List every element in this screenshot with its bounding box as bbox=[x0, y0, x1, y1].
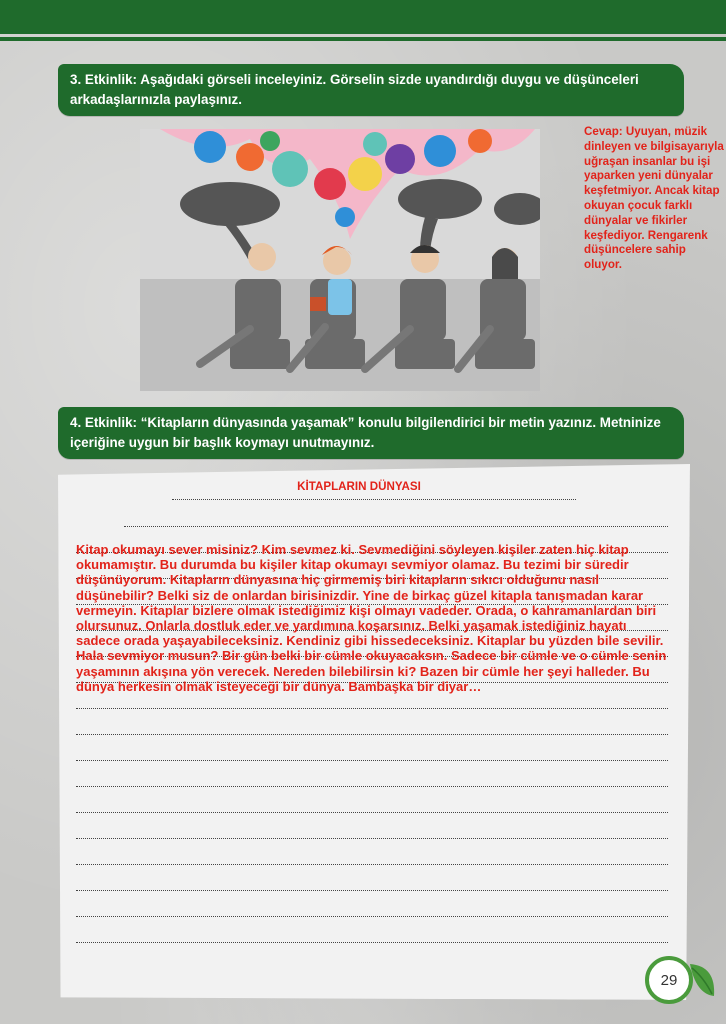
dotted-line bbox=[76, 916, 668, 917]
top-green-line bbox=[0, 37, 726, 41]
dotted-line bbox=[76, 838, 668, 839]
activity-3-text: 3. Etkinlik: Aşağıdaki görseli inceleyiniz. Görselin sizde uyandırdığı duygu ve düşünceleri arkadaşlarınızla paylaşınız. bbox=[70, 72, 639, 107]
dotted-line bbox=[76, 708, 668, 709]
dotted-line bbox=[76, 864, 668, 865]
activity-4-text: 4. Etkinlik: “Kitapların dünyasında yaşamak” konulu bilgilendirici bir metin yazınız. Metninize içeriğine uygun bir başlık koymayı unutmayınız. bbox=[70, 415, 661, 450]
activity-4-banner bbox=[58, 407, 684, 459]
dotted-line bbox=[76, 812, 668, 813]
activity-3-banner bbox=[58, 64, 684, 116]
dotted-line bbox=[124, 526, 668, 527]
answer-text: Cevap: Uyuyan, müzik dinleyen ve bilgisayarıyla uğraşan insanlar bu işi yaparken yeni dünyalar keşfetmiyor. Ancak kitap okuyan çocuk farklı dünyalar ve fikirler keşfediyor. Rengarenk düşüncelere sahip oluyor. bbox=[584, 125, 724, 272]
dotted-line bbox=[76, 734, 668, 735]
dotted-line bbox=[76, 760, 668, 761]
dotted-line bbox=[76, 942, 668, 943]
essay-title: KİTAPLARIN DÜNYASI bbox=[297, 480, 421, 493]
top-green-bar bbox=[0, 0, 726, 34]
page-number: 29 bbox=[645, 956, 693, 1004]
essay-body: Kitap okumayı sever misiniz? Kim sevmez ki. Sevmediğini söyleyen kişiler zaten hiç kitap okumamıştır. Bu durumda bu kişiler kitap okumayı sevmiyor olamaz. Bu tezimi bir süredir düşünüyorum. Kitapların dünyasına hiç girmemiş biri kitapların sıkıcı olduğunu nasıl düşünebilir? Belki siz de onlardan birisinizdir. Yine de birkaç güzel kitapla tanışmadan karar vermeyin. Kitaplar bizlere olmak istediğimiz kişi olmayı vadeder. Orada, o kahramanlardan biri olursunuz. Onlarla dostluk eder ve yardımına koşarsınız. Belki yaşamak istediğiniz hayatı sadece orada yaşayabileceksiniz. Kendiniz gibi hissedeceksiniz. Kitaplar bu yüzden bile sevilir. Hala sevmiyor musun? Bir gün belki bir cümle okuyacaksın. Sadece bir cümle ve o cümle senin yaşamının akışına yön verecek. Nereden bilebilirsin ki? Bazen bir cümle her şeyi halleder. Bu dünya herkesin olmak isteyeceği bir dünya. Bambaşka bir diyar… bbox=[76, 542, 667, 694]
dotted-line bbox=[76, 890, 668, 891]
dotted-line bbox=[76, 786, 668, 787]
reading-children-illustration bbox=[140, 129, 540, 391]
title-dotted-line bbox=[172, 499, 576, 500]
